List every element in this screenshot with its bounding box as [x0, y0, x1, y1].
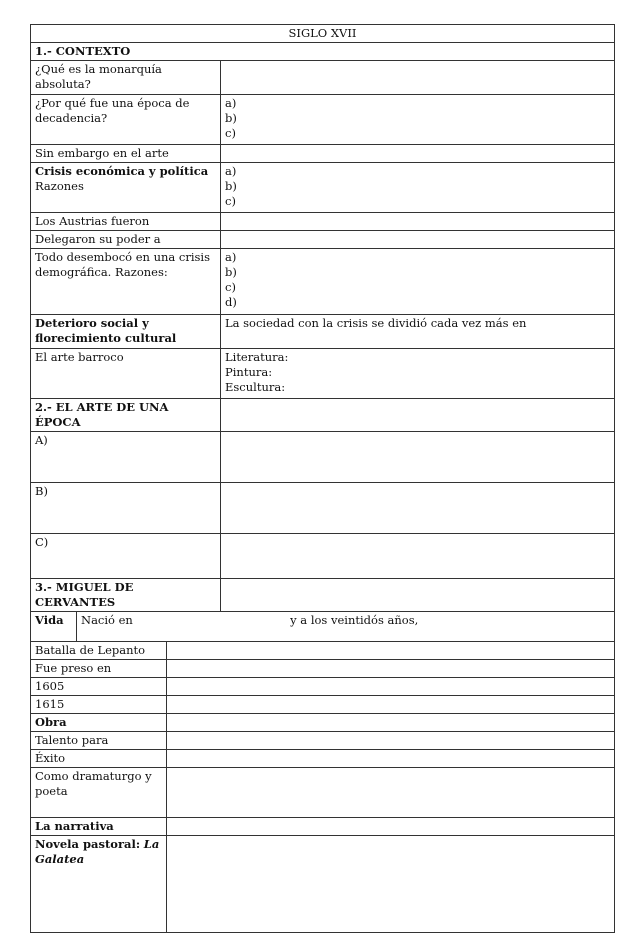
answer-cell[interactable]	[167, 696, 615, 714]
answer-cell[interactable]	[167, 642, 615, 660]
answer-cell[interactable]	[167, 750, 615, 768]
obra-label: Obra	[31, 714, 167, 732]
answer-cell[interactable]	[167, 732, 615, 750]
answer-cell[interactable]	[221, 145, 615, 163]
answer-cell[interactable]	[167, 818, 615, 836]
section-heading-arte: 2.- EL ARTE DE UNA ÉPOCA	[31, 399, 221, 432]
exito-label: Éxito	[31, 750, 167, 768]
crisis-cell	[31, 163, 221, 213]
label-c: c)	[225, 194, 236, 208]
arte-b-label: B)	[31, 483, 221, 534]
vida-label: Vida	[31, 612, 77, 642]
talento-label: Talento para	[31, 732, 167, 750]
deterioro-label: Deterioro social y florecimiento cultural	[31, 315, 221, 349]
sin-embargo-label: Sin embargo en el arte	[31, 145, 221, 163]
label-c: c)	[225, 126, 236, 140]
label-b: b)	[225, 179, 237, 193]
austrias-label: Los Austrias fueron	[31, 213, 221, 231]
label-b: b)	[225, 265, 237, 279]
label-b: b)	[225, 111, 237, 125]
vida-answer[interactable]	[77, 612, 615, 642]
galatea-label: La Galatea	[35, 837, 160, 866]
answer-cell[interactable]	[221, 483, 615, 534]
answer-cell[interactable]	[221, 163, 615, 213]
answer-cell[interactable]	[221, 213, 615, 231]
worksheet	[30, 24, 614, 933]
year-1615-label: 1615	[31, 696, 167, 714]
crisis-title: Crisis económica y política	[35, 164, 209, 178]
arte-barroco-label: El arte barroco	[31, 349, 221, 399]
question-decadencia: ¿Por qué fue una época de decadencia?	[31, 95, 221, 145]
answer-cell[interactable]	[221, 432, 615, 483]
section-heading-cervantes: 3.- MIGUEL DE CERVANTES	[31, 579, 221, 612]
answer-cell[interactable]	[167, 678, 615, 696]
crisis-subtitle: Razones	[35, 179, 84, 193]
answer-cell[interactable]	[167, 836, 615, 933]
label-a: a)	[225, 164, 237, 178]
pastoral-cell	[31, 836, 167, 933]
answer-cell[interactable]	[221, 579, 615, 612]
answer-cell[interactable]	[221, 61, 615, 95]
label-a: a)	[225, 250, 237, 264]
arte-c-label: C)	[31, 534, 221, 579]
literatura-label: Literatura:	[225, 350, 289, 364]
answer-cell[interactable]	[167, 768, 615, 818]
lepanto-label: Batalla de Lepanto	[31, 642, 167, 660]
section-heading-contexto: 1.- CONTEXTO	[31, 43, 615, 61]
context-table	[30, 24, 615, 612]
answer-cell[interactable]	[221, 399, 615, 432]
answer-cell[interactable]	[221, 231, 615, 249]
vida-table	[30, 611, 615, 642]
cervantes-table	[30, 641, 615, 933]
page-title: SIGLO XVII	[31, 25, 615, 43]
year-1605-label: 1605	[31, 678, 167, 696]
label-c: c)	[225, 280, 236, 294]
answer-cell[interactable]	[221, 95, 615, 145]
veintidos-label: y a los veintidós años,	[290, 613, 419, 627]
pastoral-label: Novela pastoral:	[35, 837, 141, 851]
label-a: a)	[225, 96, 237, 110]
sociedad-prompt[interactable]: La sociedad con la crisis se dividió cada vez más en	[221, 315, 615, 349]
delegaron-label: Delegaron su poder a	[31, 231, 221, 249]
pintura-label: Pintura:	[225, 365, 273, 379]
answer-cell[interactable]	[221, 534, 615, 579]
preso-label: Fue preso en	[31, 660, 167, 678]
answer-cell[interactable]	[221, 249, 615, 315]
answer-cell[interactable]	[221, 349, 615, 399]
question-monarquia: ¿Qué es la monarquía absoluta?	[31, 61, 221, 95]
answer-cell[interactable]	[167, 714, 615, 732]
demografica-label: Todo desembocó en una crisis demográfica. Razones:	[31, 249, 221, 315]
label-d: d)	[225, 295, 237, 309]
narrativa-label: La narrativa	[31, 818, 167, 836]
arte-a-label: A)	[31, 432, 221, 483]
answer-cell[interactable]	[167, 660, 615, 678]
dramaturgo-label: Como dramaturgo y poeta	[31, 768, 167, 818]
escultura-label: Escultura:	[225, 380, 286, 394]
nacio-label: Nació en	[81, 613, 133, 627]
